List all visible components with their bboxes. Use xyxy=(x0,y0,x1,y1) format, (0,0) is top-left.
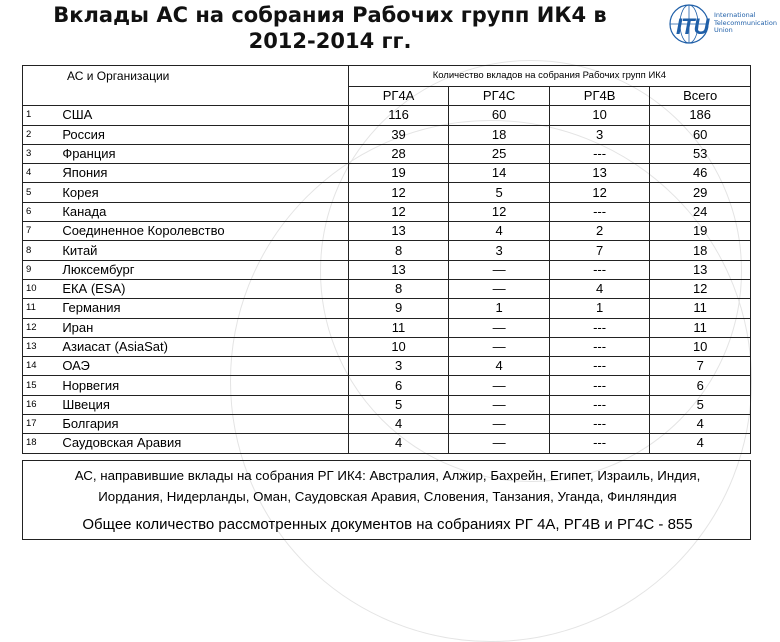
row-total: 5 xyxy=(650,395,751,414)
row-wg4c: — xyxy=(449,415,550,434)
row-number: 5 xyxy=(23,183,56,202)
row-org: Канада xyxy=(55,202,348,221)
row-number: 11 xyxy=(23,299,56,318)
logo-text-line3: Union xyxy=(714,26,733,34)
row-wg4c: 12 xyxy=(449,202,550,221)
row-wg4a: 5 xyxy=(348,395,449,414)
row-org: Япония xyxy=(55,164,348,183)
row-wg4a: 12 xyxy=(348,183,449,202)
table-row xyxy=(23,279,751,298)
row-wg4b: 7 xyxy=(549,241,650,260)
row-org: Норвегия xyxy=(55,376,348,395)
row-org: Иран xyxy=(55,318,348,337)
table-row xyxy=(23,395,751,414)
row-total: 19 xyxy=(650,222,751,241)
table-row xyxy=(23,318,751,337)
row-wg4c: — xyxy=(449,318,550,337)
row-wg4a: 39 xyxy=(348,125,449,144)
row-wg4c: — xyxy=(449,337,550,356)
row-wg4a: 13 xyxy=(348,260,449,279)
contributions-table xyxy=(22,65,751,454)
row-wg4c: — xyxy=(449,434,550,453)
page-title xyxy=(0,2,660,54)
table-row xyxy=(23,222,751,241)
row-total: 46 xyxy=(650,164,751,183)
row-total: 13 xyxy=(650,260,751,279)
logo-text-line2: Telecommunication xyxy=(714,18,777,27)
row-wg4b: 3 xyxy=(549,125,650,144)
row-total: 7 xyxy=(650,357,751,376)
row-wg4a: 9 xyxy=(348,299,449,318)
footer-note-line1: АС, направившие вклады на собрания РГ ИК4: Австралия, Алжир, Бахрейн, Египет, Израиль, Индия, xyxy=(74,468,701,483)
row-wg4b: 12 xyxy=(549,183,650,202)
table-row xyxy=(23,357,751,376)
row-org: Германия xyxy=(55,299,348,318)
row-org: Китай xyxy=(55,241,348,260)
row-number: 3 xyxy=(23,144,56,163)
table-row xyxy=(23,202,751,221)
row-total: 4 xyxy=(650,434,751,453)
table-row xyxy=(23,337,751,356)
row-wg4b: --- xyxy=(549,202,650,221)
row-org: ОАЭ xyxy=(55,357,348,376)
row-wg4b: 13 xyxy=(549,164,650,183)
row-wg4c: 14 xyxy=(449,164,550,183)
column-header-wg4c: РГ4С xyxy=(449,87,550,106)
row-wg4b: --- xyxy=(549,415,650,434)
row-wg4b: --- xyxy=(549,357,650,376)
row-wg4b: --- xyxy=(549,434,650,453)
table-row xyxy=(23,183,751,202)
row-wg4a: 8 xyxy=(348,241,449,260)
footer-note-line2: Иордания, Нидерланды, Оман, Саудовская Аравия, Словения, Танзания, Уганда, Финляндия xyxy=(98,489,677,504)
row-wg4c: 3 xyxy=(449,241,550,260)
footer-box xyxy=(22,460,751,540)
row-wg4b: --- xyxy=(549,337,650,356)
itu-logo xyxy=(664,0,780,52)
table-header-row xyxy=(23,66,751,87)
row-wg4c: 5 xyxy=(449,183,550,202)
column-header-wg4a: РГ4А xyxy=(348,87,449,106)
row-org: США xyxy=(55,106,348,125)
row-total: 4 xyxy=(650,415,751,434)
row-wg4b: --- xyxy=(549,376,650,395)
row-wg4a: 8 xyxy=(348,279,449,298)
row-wg4c: — xyxy=(449,260,550,279)
row-org: Россия xyxy=(55,125,348,144)
row-number: 13 xyxy=(23,337,56,356)
table-row xyxy=(23,125,751,144)
table-row xyxy=(23,260,751,279)
row-wg4a: 3 xyxy=(348,357,449,376)
row-number: 14 xyxy=(23,357,56,376)
row-wg4b: --- xyxy=(549,260,650,279)
row-org: Соединенное Королевство xyxy=(55,222,348,241)
row-wg4c: 25 xyxy=(449,144,550,163)
row-wg4b: --- xyxy=(549,318,650,337)
page-title-line2: 2012-2014 гг. xyxy=(248,29,412,53)
row-wg4b: --- xyxy=(549,395,650,414)
row-number: 6 xyxy=(23,202,56,221)
row-wg4c: 18 xyxy=(449,125,550,144)
footer-note xyxy=(23,465,752,507)
row-number: 17 xyxy=(23,415,56,434)
page-title-line1: Вклады АС на собрания Рабочих групп ИК4 в xyxy=(53,3,607,27)
row-wg4a: 12 xyxy=(348,202,449,221)
logo-text xyxy=(714,12,777,35)
header-org: АС и Организации xyxy=(23,66,349,106)
column-header-total: Всего xyxy=(650,87,751,106)
row-wg4a: 13 xyxy=(348,222,449,241)
header-count: Количество вкладов на собрания Рабочих групп ИК4 xyxy=(348,66,750,87)
table-row xyxy=(23,299,751,318)
row-org: Швеция xyxy=(55,395,348,414)
row-total: 6 xyxy=(650,376,751,395)
row-total: 29 xyxy=(650,183,751,202)
row-wg4b: --- xyxy=(549,144,650,163)
row-wg4a: 19 xyxy=(348,164,449,183)
footer-total: Общее количество рассмотренных документов на собраниях РГ 4А, РГ4В и РГ4С - 855 xyxy=(82,516,693,533)
row-wg4a: 11 xyxy=(348,318,449,337)
row-number: 10 xyxy=(23,279,56,298)
row-number: 2 xyxy=(23,125,56,144)
row-wg4a: 6 xyxy=(348,376,449,395)
row-wg4b: 4 xyxy=(549,279,650,298)
row-number: 8 xyxy=(23,241,56,260)
row-wg4a: 116 xyxy=(348,106,449,125)
row-org: Люксембург xyxy=(55,260,348,279)
row-total: 53 xyxy=(650,144,751,163)
row-number: 7 xyxy=(23,222,56,241)
row-org: Болгария xyxy=(55,415,348,434)
table-row xyxy=(23,241,751,260)
table-row xyxy=(23,415,751,434)
row-org: Франция xyxy=(55,144,348,163)
row-number: 4 xyxy=(23,164,56,183)
row-total: 18 xyxy=(650,241,751,260)
row-total: 12 xyxy=(650,279,751,298)
row-wg4c: 4 xyxy=(449,357,550,376)
row-wg4c: 4 xyxy=(449,222,550,241)
row-org: Корея xyxy=(55,183,348,202)
row-wg4c: — xyxy=(449,279,550,298)
row-org: ЕКА (ESA) xyxy=(55,279,348,298)
row-number: 16 xyxy=(23,395,56,414)
row-total: 24 xyxy=(650,202,751,221)
row-wg4a: 28 xyxy=(348,144,449,163)
row-wg4a: 4 xyxy=(348,415,449,434)
row-wg4b: 1 xyxy=(549,299,650,318)
row-number: 15 xyxy=(23,376,56,395)
logo-text-line1: International xyxy=(714,11,756,19)
table-row xyxy=(23,376,751,395)
row-wg4c: — xyxy=(449,376,550,395)
table-row xyxy=(23,434,751,453)
row-number: 18 xyxy=(23,434,56,453)
row-number: 1 xyxy=(23,106,56,125)
row-number: 12 xyxy=(23,318,56,337)
row-wg4c: — xyxy=(449,395,550,414)
row-wg4b: 2 xyxy=(549,222,650,241)
row-wg4a: 4 xyxy=(348,434,449,453)
logo-abbr: ITU xyxy=(676,14,709,39)
row-total: 60 xyxy=(650,125,751,144)
row-total: 186 xyxy=(650,106,751,125)
row-org: Саудовская Аравия xyxy=(55,434,348,453)
column-header-wg4b: РГ4В xyxy=(549,87,650,106)
row-total: 11 xyxy=(650,299,751,318)
table-row xyxy=(23,144,751,163)
table-row xyxy=(23,164,751,183)
row-total: 10 xyxy=(650,337,751,356)
row-number: 9 xyxy=(23,260,56,279)
row-wg4c: 1 xyxy=(449,299,550,318)
table-row xyxy=(23,106,751,125)
row-wg4b: 10 xyxy=(549,106,650,125)
row-wg4c: 60 xyxy=(449,106,550,125)
row-total: 11 xyxy=(650,318,751,337)
row-wg4a: 10 xyxy=(348,337,449,356)
row-org: Азиасат (AsiaSat) xyxy=(55,337,348,356)
